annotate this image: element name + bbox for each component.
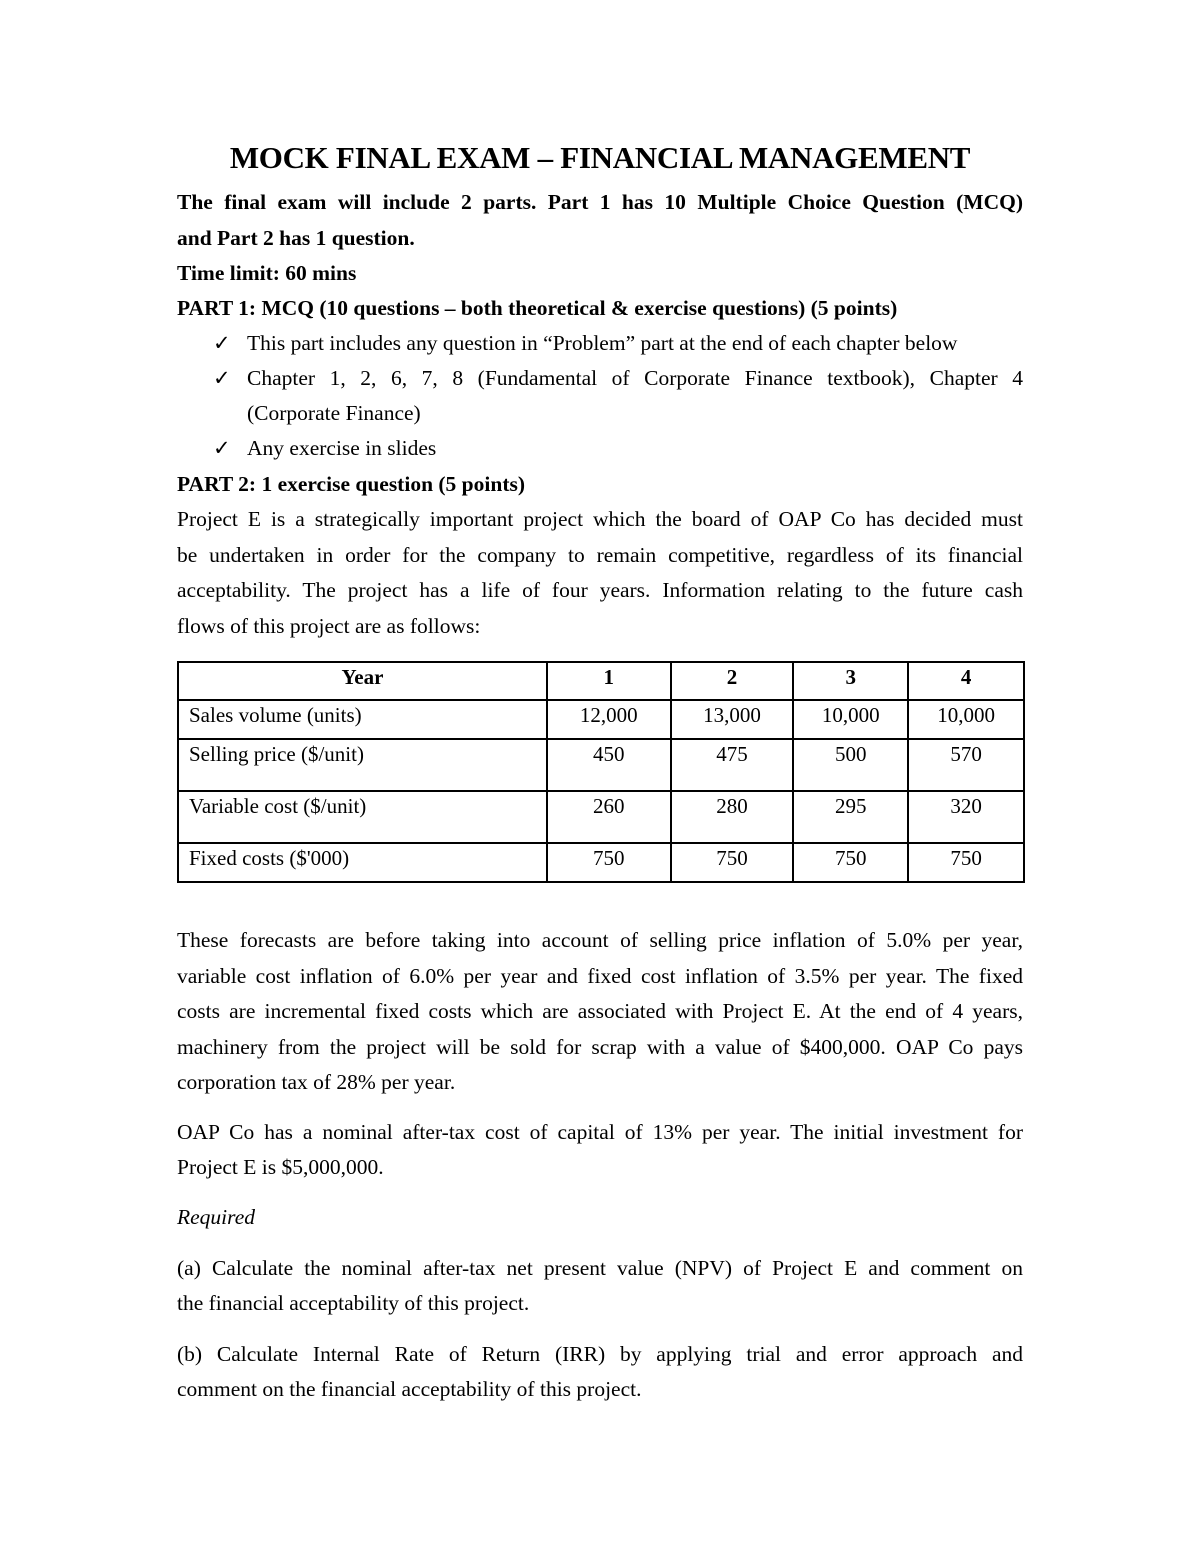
part1-bullet-3: Any exercise in slides [247,436,437,460]
intro-line-2: and Part 2 has 1 question. [177,226,415,250]
table-header-cell: Year [178,662,547,700]
table-cell: 750 [671,843,794,882]
part1-bullet-2: Chapter 1, 2, 6, 7, 8 (Fundamental of Corporate Finance textbook), Chapter 4 [247,366,1023,390]
table-cell: 10,000 [908,700,1024,739]
table-cell: 260 [547,791,671,843]
row-label: Variable cost ($/unit) [178,791,547,843]
paragraph-line: variable cost inflation of 6.0% per year and fixed cost inflation of 3.5% per year. The fixed [177,964,1023,988]
table-header-cell: 3 [793,662,908,700]
table-cell: 570 [908,739,1024,791]
cash-flow-table [177,661,1025,883]
question-b-line: comment on the financial acceptability of this project. [177,1377,642,1401]
question-a-line: (a) Calculate the nominal after-tax net present value (NPV) of Project E and comment on [177,1256,1023,1280]
row-label: Sales volume (units) [178,700,547,739]
question-a-line: the financial acceptability of this project. [177,1291,530,1315]
table-header-cell: 1 [547,662,671,700]
paragraph-line: flows of this project are as follows: [177,614,481,638]
table-header-row [178,662,1024,700]
paragraph-line: costs are incremental fixed costs which are associated with Project E. At the end of 4 years, [177,999,1023,1023]
required-label: Required [177,1205,256,1229]
question-b-line: (b) Calculate Internal Rate of Return (IRR) by applying trial and error approach and [177,1342,1023,1366]
part1-bullet-1: This part includes any question in “Problem” part at the end of each chapter below [247,331,958,355]
table-cell: 750 [547,843,671,882]
table-row [178,843,1024,882]
table-row [178,791,1024,843]
part1-heading: PART 1: MCQ (10 questions – both theoretical & exercise questions) (5 points) [177,296,898,320]
table-cell: 475 [671,739,794,791]
table-cell: 280 [671,791,794,843]
paragraph-line: be undertaken in order for the company to remain competitive, regardless of its financial [177,543,1023,567]
table-cell: 450 [547,739,671,791]
table-row [178,739,1024,791]
table-cell: 500 [793,739,908,791]
table-cell: 12,000 [547,700,671,739]
checkmark-icon: ✓ [213,331,231,355]
table-cell: 13,000 [671,700,794,739]
table-header-cell: 4 [908,662,1024,700]
table-cell: 750 [908,843,1024,882]
intro-line-1: The final exam will include 2 parts. Part 1 has 10 Multiple Choice Question (MCQ) [177,190,1023,214]
row-label: Selling price ($/unit) [178,739,547,791]
table-row [178,700,1024,739]
table-cell: 750 [793,843,908,882]
part1-bullet-2-cont: (Corporate Finance) [247,401,421,425]
row-label: Fixed costs ($'000) [178,843,547,882]
checkmark-icon: ✓ [213,366,231,390]
paragraph-line: These forecasts are before taking into account of selling price inflation of 5.0% per year, [177,928,1023,952]
table-header-cell: 2 [671,662,794,700]
checkmark-icon: ✓ [213,436,231,460]
paragraph-line: Project E is $5,000,000. [177,1155,384,1179]
time-limit: Time limit: 60 mins [177,261,357,285]
paragraph-line: acceptability. The project has a life of four years. Information relating to the future cash [177,578,1023,602]
part2-heading: PART 2: 1 exercise question (5 points) [177,472,526,496]
paragraph-line: OAP Co has a nominal after-tax cost of capital of 13% per year. The initial investment for [177,1120,1023,1144]
table-cell: 10,000 [793,700,908,739]
paragraph-line: corporation tax of 28% per year. [177,1070,456,1094]
table-cell: 320 [908,791,1024,843]
paragraph-line: machinery from the project will be sold for scrap with a value of $400,000. OAP Co pays [177,1035,1023,1059]
table-cell: 295 [793,791,908,843]
paragraph-line: Project E is a strategically important project which the board of OAP Co has decided must [177,507,1023,531]
page-title: MOCK FINAL EXAM – FINANCIAL MANAGEMENT [229,140,971,175]
